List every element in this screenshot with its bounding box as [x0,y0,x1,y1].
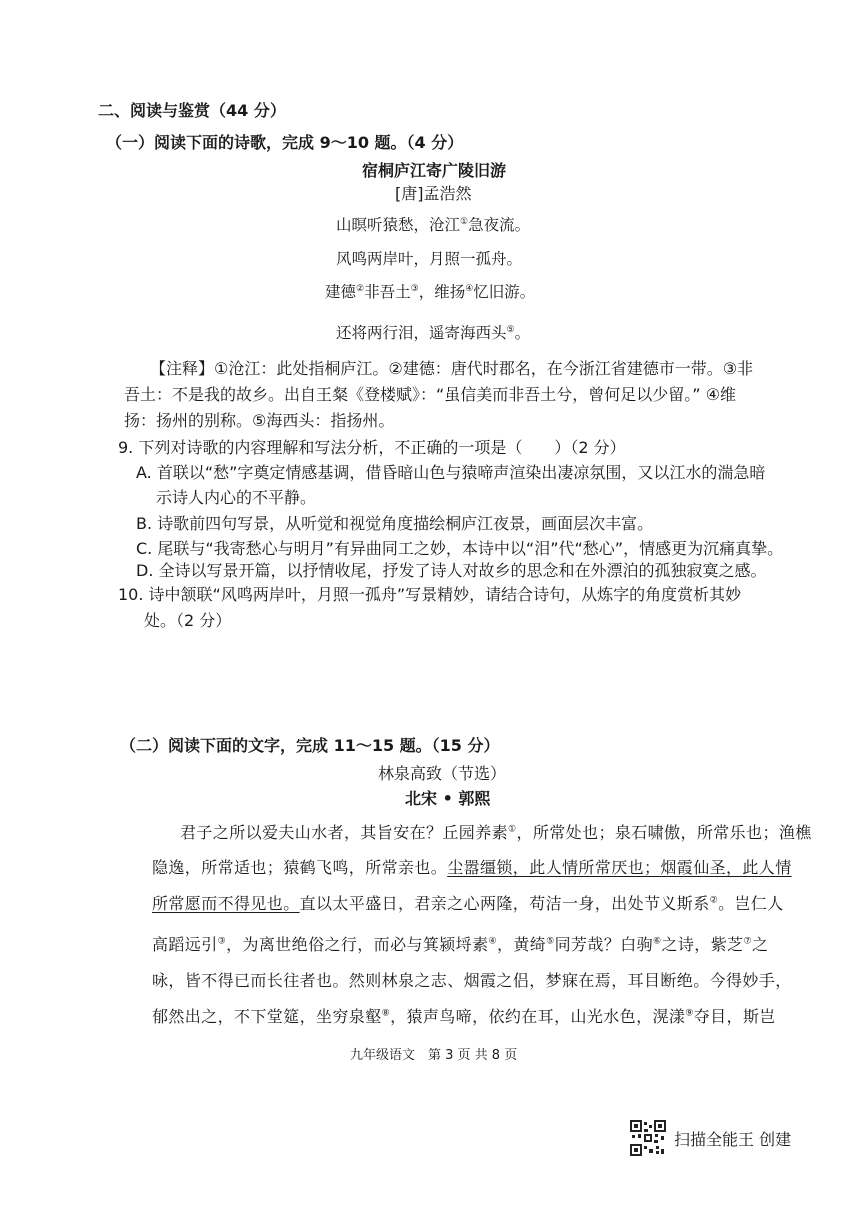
scanner-watermark: 扫描全能王 创建 [674,1130,792,1149]
question-9-option-c: C. 尾联与“我寄愁心与明月”有异曲同工之妙，本诗中以“泪”代“愁心”，情感更为沉痛真挚。 [136,539,784,558]
essay-line-6: 郁然出之，不下堂筵，坐穷泉壑⑧，猿声鸟啼，依约在耳，山光水色，滉漾⑨夺目，斯岂 [152,1007,776,1026]
section-title: 二、阅读与鉴赏（44 分） [98,101,286,120]
essay-line-5: 咏，皆不得已而长往者也。然则林泉之志、烟霞之侣，梦寐在焉，耳目断绝。今得妙手， [152,971,792,990]
qr-code-icon [630,1120,666,1156]
question-9-option-b: B. 诗歌前四句写景，从听觉和视觉角度描绘桐庐江夜景，画面层次丰富。 [136,514,654,533]
poem-line-4: 还将两行泪，遥寄海西头⑤。 [336,324,531,342]
essay-author: 北宋 • 郭熙 [405,789,491,808]
essay-line-1: 君子之所以爱夫山水者，其旨安在？丘园养素①，所常处也；泉石啸傲，所常乐也；渔樵 [180,823,812,842]
underlined-sentence: 尘嚣缰锁，此人情所常厌也；烟霞仙圣，此人情 [447,858,792,877]
underlined-sentence-end: 所常愿而不得见也。 [152,894,300,913]
question-9-option-d: D. 全诗以写景开篇，以抒情收尾，抒发了诗人对故乡的思念和在外漂泊的孤独寂寞之感。 [136,561,767,580]
poem-line-2: 风鸣两岸叶，月照一孤舟。 [336,250,523,268]
question-10-line-1: 10. 诗中颔联“风鸣两岸叶，月照一孤舟”写景精妙，请结合诗句，从炼字的角度赏析其妙 [118,585,742,604]
poem-author: [唐]孟浩然 [395,184,472,203]
question-9-option-a: A. 首联以“愁”字奠定情感基调，借昏暗山色与猿啼声渲染出凄凉氛围，又以江水的湍急暗 [136,463,766,482]
essay-title: 林泉高致（节选） [378,764,507,783]
question-9-stem: 9. 下列对诗歌的内容理解和写法分析，不正确的一项是（ ）（2 分） [118,438,626,457]
question-9-option-a-cont: 示诗人内心的不平静。 [156,488,317,507]
notes-line-3: 扬：扬州的别称。⑤海西头：指扬州。 [124,411,395,430]
part2-heading: （二）阅读下面的文字，完成 11～15 题。（15 分） [120,736,500,755]
notes-line-1: 【注释】①沧江：此处指桐庐江。②建德：唐代时郡名，在今浙江省建德市一带。③非 [150,359,754,378]
poem-line-3: 建德②非吾土③，维扬④忆旧游。 [325,283,536,301]
essay-line-2: 隐逸，所常适也；猿鹤飞鸣，所常亲也。尘嚣缰锁，此人情所常厌也；烟霞仙圣，此人情 [152,858,792,877]
poem-title: 宿桐庐江寄广陵旧游 [362,161,507,180]
poem-line-1: 山暝听猿愁，沧江①急夜流。 [336,216,531,234]
notes-line-2: 吾土：不是我的故乡。出自王粲《登楼赋》：“虽信美而非吾土兮，曾何足以少留。” ④维 [124,385,737,404]
essay-line-3: 所常愿而不得见也。直以太平盛日，君亲之心两隆，苟洁一身，出处节义斯系②。岂仁人 [152,894,784,913]
page-footer: 九年级语文 第 3 页 共 8 页 [350,1048,518,1063]
question-10-line-2: 处。（2 分） [144,611,232,630]
part1-heading: （一）阅读下面的诗歌，完成 9～10 题。（4 分） [106,133,464,152]
essay-line-4: 高蹈远引③，为离世绝俗之行，而必与箕颍埒素④，黄绮⑤同芳哉？白驹⑥之诗，紫芝⑦之 [152,935,769,954]
